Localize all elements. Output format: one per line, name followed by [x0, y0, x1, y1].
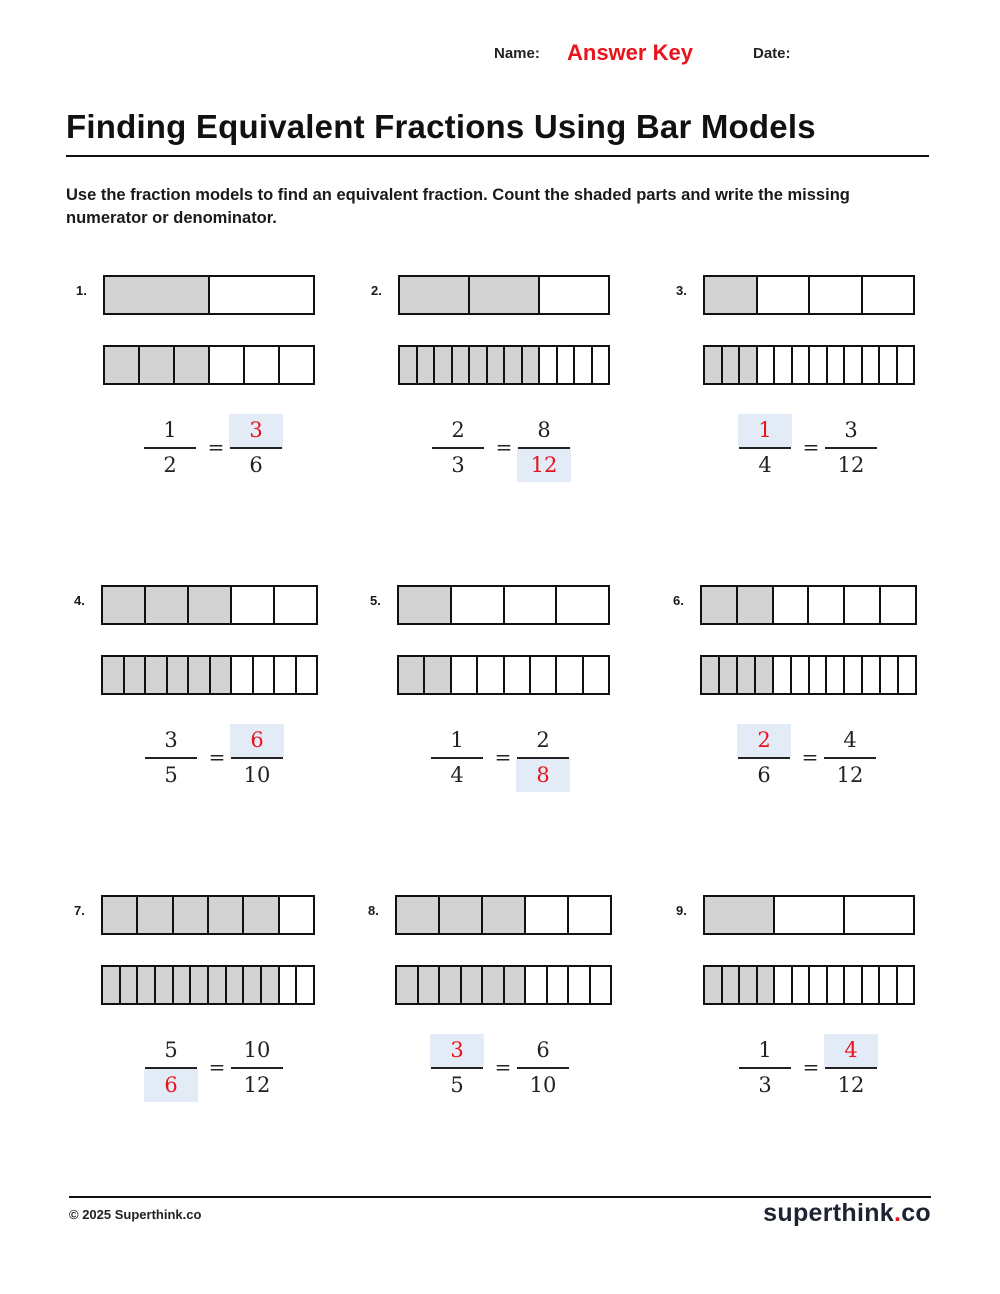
- bar-part-unshaded: [775, 897, 845, 933]
- bar-part-shaded: [756, 657, 774, 693]
- bar-part-shaded: [209, 897, 244, 933]
- bar-part-shaded: [435, 347, 453, 383]
- equals-sign: =: [801, 745, 819, 769]
- bar-part-shaded: [738, 657, 756, 693]
- bar-part-unshaded: [863, 277, 914, 313]
- bar-part-shaded: [189, 587, 232, 623]
- right-fraction: [824, 1034, 878, 1102]
- bar-part-shaded: [702, 587, 738, 623]
- bar-part-shaded: [140, 347, 175, 383]
- bar-part-unshaded: [845, 897, 913, 933]
- problem-number: 9.: [676, 903, 687, 918]
- bar-part-shaded: [397, 967, 419, 1003]
- bottom-bar-model: [703, 965, 915, 1005]
- problem-number: 6.: [673, 593, 684, 608]
- bar-part-unshaded: [505, 657, 531, 693]
- left-numerator: 1: [758, 1038, 772, 1062]
- right-fraction: [230, 724, 284, 792]
- problem-number: 2.: [371, 283, 382, 298]
- bar-part-unshaded: [863, 967, 881, 1003]
- bar-part-shaded: [174, 897, 209, 933]
- right-numerator: 3: [844, 418, 858, 442]
- top-bar-model: [397, 585, 610, 625]
- bar-part-unshaded: [245, 347, 280, 383]
- bar-part-unshaded: [591, 967, 611, 1003]
- left-denominator: 5: [450, 1073, 464, 1097]
- bar-part-unshaded: [863, 657, 881, 693]
- equals-sign: =: [494, 1055, 512, 1079]
- brand-dot: .: [893, 1199, 902, 1227]
- right-fraction: [824, 414, 878, 482]
- bar-part-shaded: [705, 967, 723, 1003]
- bottom-bar-model: [103, 345, 315, 385]
- left-denominator: 4: [450, 763, 464, 787]
- bar-part-shaded: [453, 347, 471, 383]
- brand-logo: [763, 1199, 931, 1228]
- bar-part-shaded: [400, 277, 470, 313]
- bar-part-shaded: [103, 967, 121, 1003]
- brand-tld: co: [901, 1199, 931, 1227]
- bar-part-unshaded: [880, 967, 898, 1003]
- bar-part-unshaded: [845, 347, 863, 383]
- bar-part-unshaded: [880, 347, 898, 383]
- bar-part-unshaded: [254, 657, 276, 693]
- left-fraction: [144, 724, 198, 792]
- right-denominator: 6: [249, 453, 263, 477]
- bar-part-shaded: [505, 967, 527, 1003]
- bar-part-shaded: [146, 587, 189, 623]
- left-fraction: [738, 414, 792, 482]
- top-bar-model: [703, 275, 915, 315]
- bar-part-shaded: [400, 347, 418, 383]
- bar-part-shaded: [440, 967, 462, 1003]
- bottom-bar-model: [703, 345, 915, 385]
- bar-part-unshaded: [210, 277, 313, 313]
- problem-number: 5.: [370, 593, 381, 608]
- bar-part-shaded: [399, 657, 425, 693]
- top-bar-model: [101, 585, 318, 625]
- right-fraction: [230, 1034, 284, 1102]
- copyright: © 2025 Superthink.co: [69, 1207, 202, 1222]
- bar-part-unshaded: [232, 587, 275, 623]
- right-denominator: 12: [243, 1073, 271, 1097]
- name-label: Name:: [494, 45, 540, 62]
- bar-part-shaded: [758, 967, 776, 1003]
- bar-part-shaded: [483, 897, 526, 933]
- right-fraction: [516, 1034, 570, 1102]
- equals-sign: =: [207, 435, 225, 459]
- bar-part-shaded: [191, 967, 209, 1003]
- right-numerator: 6: [536, 1038, 550, 1062]
- top-bar-model: [703, 895, 915, 935]
- bar-part-unshaded: [828, 967, 846, 1003]
- bar-part-unshaded: [232, 657, 254, 693]
- left-fraction: [431, 414, 485, 482]
- problem-4: [74, 585, 401, 805]
- left-denominator: 6: [144, 1069, 198, 1102]
- instructions: Use the fraction models to find an equivalent fraction. Count the shaded parts and write the missing numerator or denominator.: [66, 186, 850, 227]
- bottom-bar-model: [398, 345, 610, 385]
- bar-part-unshaded: [569, 897, 610, 933]
- left-numerator: 1: [163, 418, 177, 442]
- equals-sign: =: [495, 435, 513, 459]
- bar-part-shaded: [146, 657, 168, 693]
- bar-part-unshaded: [452, 587, 505, 623]
- right-denominator: 10: [529, 1073, 557, 1097]
- problem-3: [676, 275, 1000, 495]
- bar-part-shaded: [227, 967, 245, 1003]
- bar-part-unshaded: [575, 347, 593, 383]
- left-fraction: [144, 1034, 198, 1102]
- bar-part-shaded: [418, 347, 436, 383]
- bar-part-unshaded: [548, 967, 570, 1003]
- top-bar-model: [101, 895, 315, 935]
- bar-part-unshaded: [275, 587, 316, 623]
- bar-part-unshaded: [775, 967, 793, 1003]
- bar-part-unshaded: [899, 657, 915, 693]
- date-label: Date:: [753, 45, 791, 62]
- bar-part-unshaded: [540, 277, 608, 313]
- right-numerator: 4: [843, 728, 857, 752]
- bar-part-shaded: [705, 347, 723, 383]
- left-denominator: 6: [757, 763, 771, 787]
- bar-part-unshaded: [845, 967, 863, 1003]
- bar-part-shaded: [244, 967, 262, 1003]
- left-denominator: 5: [164, 763, 178, 787]
- problem-9: [676, 895, 1000, 1115]
- bar-part-unshaded: [827, 657, 845, 693]
- bar-part-shaded: [740, 967, 758, 1003]
- left-numerator: 5: [164, 1038, 178, 1062]
- bar-part-shaded: [483, 967, 505, 1003]
- bar-part-unshaded: [810, 347, 828, 383]
- top-bar-model: [395, 895, 612, 935]
- top-bar-model: [103, 275, 315, 315]
- bar-part-shaded: [723, 347, 741, 383]
- bar-part-shaded: [125, 657, 147, 693]
- equals-sign: =: [208, 745, 226, 769]
- bar-part-shaded: [440, 897, 483, 933]
- bar-part-shaded: [168, 657, 190, 693]
- bar-part-shaded: [209, 967, 227, 1003]
- bar-part-unshaded: [810, 967, 828, 1003]
- problem-8: [368, 895, 695, 1115]
- equals-sign: =: [802, 1055, 820, 1079]
- title-divider: [66, 155, 929, 157]
- bar-part-unshaded: [452, 657, 478, 693]
- right-denominator: 10: [243, 763, 271, 787]
- right-numerator: 4: [824, 1034, 878, 1067]
- left-denominator: 4: [758, 453, 772, 477]
- bar-part-unshaded: [793, 347, 811, 383]
- bar-part-shaded: [488, 347, 506, 383]
- bar-part-shaded: [121, 967, 139, 1003]
- right-fraction: [517, 414, 571, 482]
- bar-part-shaded: [189, 657, 211, 693]
- left-denominator: 2: [163, 453, 177, 477]
- right-denominator: 12: [836, 763, 864, 787]
- bar-part-unshaded: [793, 967, 811, 1003]
- right-numerator: 6: [230, 724, 284, 757]
- problem-number: 1.: [76, 283, 87, 298]
- right-denominator: 8: [516, 759, 570, 792]
- right-numerator: 8: [537, 418, 551, 442]
- bar-part-unshaded: [898, 347, 914, 383]
- bar-part-unshaded: [593, 347, 609, 383]
- left-numerator: 3: [430, 1034, 484, 1067]
- bar-part-unshaded: [280, 897, 313, 933]
- bar-part-shaded: [720, 657, 738, 693]
- bar-part-shaded: [740, 347, 758, 383]
- bar-part-unshaded: [526, 897, 569, 933]
- left-denominator: 3: [758, 1073, 772, 1097]
- bar-part-unshaded: [881, 587, 915, 623]
- bar-part-shaded: [211, 657, 233, 693]
- bar-part-shaded: [138, 897, 173, 933]
- left-denominator: 3: [451, 453, 465, 477]
- bar-part-shaded: [175, 347, 210, 383]
- bar-part-unshaded: [774, 587, 810, 623]
- bar-part-shaded: [705, 277, 758, 313]
- right-numerator: 10: [243, 1038, 271, 1062]
- bar-part-unshaded: [297, 967, 313, 1003]
- bar-part-unshaded: [275, 657, 297, 693]
- right-numerator: 2: [536, 728, 550, 752]
- page-title: Finding Equivalent Fractions Using Bar Models: [66, 108, 816, 145]
- bar-part-shaded: [103, 897, 138, 933]
- bar-part-shaded: [470, 277, 540, 313]
- bar-part-unshaded: [758, 347, 776, 383]
- bar-part-unshaded: [775, 347, 793, 383]
- right-denominator: 12: [837, 453, 865, 477]
- right-numerator: 3: [229, 414, 283, 447]
- equals-sign: =: [802, 435, 820, 459]
- bar-part-unshaded: [845, 657, 863, 693]
- left-fraction: [430, 1034, 484, 1102]
- bar-part-unshaded: [280, 967, 298, 1003]
- left-numerator: 2: [737, 724, 791, 757]
- left-numerator: 2: [451, 418, 465, 442]
- bar-part-unshaded: [569, 967, 591, 1003]
- bar-part-unshaded: [792, 657, 810, 693]
- problem-1: [76, 275, 403, 495]
- bar-part-unshaded: [758, 277, 811, 313]
- bar-part-shaded: [462, 967, 484, 1003]
- bar-part-unshaded: [526, 967, 548, 1003]
- bar-part-shaded: [705, 897, 775, 933]
- problem-number: 4.: [74, 593, 85, 608]
- footer-divider: [69, 1196, 931, 1198]
- bar-part-shaded: [156, 967, 174, 1003]
- problem-number: 7.: [74, 903, 85, 918]
- right-fraction: [229, 414, 283, 482]
- bar-part-unshaded: [478, 657, 504, 693]
- bottom-bar-model: [397, 655, 610, 695]
- bar-part-unshaded: [558, 347, 576, 383]
- bar-part-unshaded: [505, 587, 558, 623]
- bar-part-shaded: [103, 587, 146, 623]
- bar-part-shaded: [738, 587, 774, 623]
- bar-part-shaded: [105, 347, 140, 383]
- right-denominator: 12: [517, 449, 571, 482]
- bar-part-unshaded: [280, 347, 313, 383]
- left-numerator: 1: [450, 728, 464, 752]
- bottom-bar-model: [101, 655, 318, 695]
- bar-part-unshaded: [881, 657, 899, 693]
- problem-number: 8.: [368, 903, 379, 918]
- bar-part-unshaded: [540, 347, 558, 383]
- left-fraction: [737, 724, 791, 792]
- bar-part-unshaded: [828, 347, 846, 383]
- bar-part-shaded: [244, 897, 279, 933]
- bar-part-shaded: [262, 967, 280, 1003]
- bar-part-shaded: [723, 967, 741, 1003]
- left-fraction: [143, 414, 197, 482]
- bar-part-shaded: [105, 277, 210, 313]
- bar-part-unshaded: [557, 587, 608, 623]
- right-fraction: [823, 724, 877, 792]
- bar-part-shaded: [470, 347, 488, 383]
- bar-part-shaded: [505, 347, 523, 383]
- bar-part-unshaded: [774, 657, 792, 693]
- bar-part-shaded: [425, 657, 451, 693]
- bar-part-unshaded: [845, 587, 881, 623]
- bar-part-shaded: [523, 347, 541, 383]
- bar-part-unshaded: [863, 347, 881, 383]
- problem-2: [371, 275, 698, 495]
- name-value: Answer Key: [567, 40, 693, 65]
- bar-part-unshaded: [297, 657, 317, 693]
- bar-part-unshaded: [809, 587, 845, 623]
- bar-part-unshaded: [810, 657, 828, 693]
- bottom-bar-model: [101, 965, 315, 1005]
- left-fraction: [738, 1034, 792, 1102]
- problem-number: 3.: [676, 283, 687, 298]
- bar-part-shaded: [138, 967, 156, 1003]
- brand-name: superthink: [763, 1199, 894, 1227]
- bar-part-unshaded: [531, 657, 557, 693]
- bar-part-shaded: [174, 967, 192, 1003]
- right-fraction: [516, 724, 570, 792]
- bar-part-unshaded: [557, 657, 583, 693]
- problem-7: [74, 895, 401, 1115]
- bar-part-unshaded: [584, 657, 608, 693]
- right-denominator: 12: [837, 1073, 865, 1097]
- bar-part-shaded: [397, 897, 440, 933]
- top-bar-model: [700, 585, 917, 625]
- left-fraction: [430, 724, 484, 792]
- bar-part-shaded: [399, 587, 452, 623]
- bar-part-shaded: [702, 657, 720, 693]
- problem-6: [673, 585, 1000, 805]
- left-numerator: 3: [164, 728, 178, 752]
- bar-part-shaded: [419, 967, 441, 1003]
- bar-part-unshaded: [210, 347, 245, 383]
- equals-sign: =: [208, 1055, 226, 1079]
- equals-sign: =: [494, 745, 512, 769]
- top-bar-model: [398, 275, 610, 315]
- bottom-bar-model: [395, 965, 612, 1005]
- bar-part-unshaded: [898, 967, 914, 1003]
- problem-5: [370, 585, 697, 805]
- bar-part-shaded: [103, 657, 125, 693]
- bar-part-unshaded: [810, 277, 863, 313]
- left-numerator: 1: [738, 414, 792, 447]
- bottom-bar-model: [700, 655, 917, 695]
